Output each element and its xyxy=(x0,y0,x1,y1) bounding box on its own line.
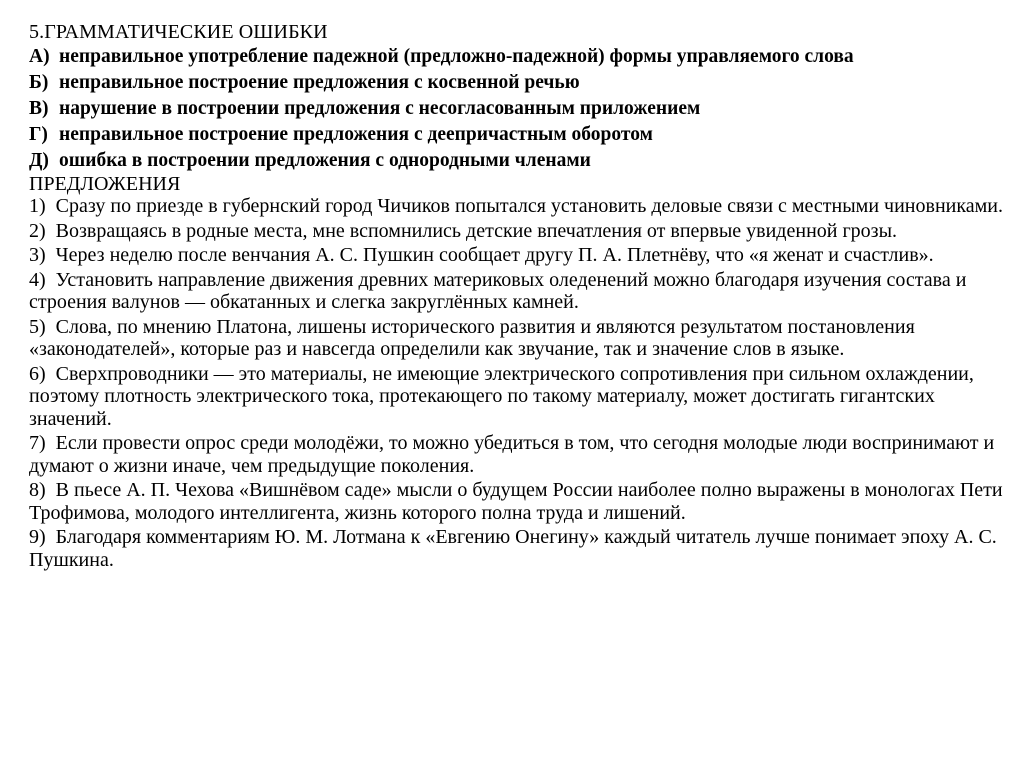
sentence-text: Возвращаясь в родные места, мне вспомнились детские впечатления от впервые увиденной грозы. xyxy=(55,219,898,242)
sentence-item xyxy=(29,316,1004,361)
sentence-item xyxy=(29,244,1004,267)
error-text: неправильное употребление падежной (предложно-падежной) формы управляемого слова xyxy=(59,46,854,67)
error-letter: А) xyxy=(29,46,50,67)
error-item xyxy=(29,45,1004,71)
sentence-item xyxy=(29,432,1004,477)
sentence-number: 2) xyxy=(29,219,46,242)
sentence-number: 1) xyxy=(29,195,46,217)
sentence-text: Слова, по мнению Платона, лишены исторического развития и являются результатом постановления «законодателей», которые раз и навсегда определили как звучание, так и значение слов в языке. xyxy=(29,315,915,360)
sentence-text: Через неделю после венчания А. С. Пушкин сообщает другу П. А. Плетнёву, что «я женат и счастлив». xyxy=(55,244,934,266)
error-text: неправильное построение предложения с деепричастным оборотом xyxy=(59,124,653,145)
sentence-text: Сверхпроводники — это материалы, не имеющие электрического сопротивления при сильном охлаждении, поэтому плотность электрического тока, протекающего по такому материалу, может достигать гигантских значений. xyxy=(29,362,974,430)
sentence-text: Благодаря комментариям Ю. М. Лотмана к «Евгению Онегину» каждый читатель лучше понимает эпоху А. С. Пушкина. xyxy=(29,526,997,571)
sentence-number: 6) xyxy=(29,362,46,385)
sentences-heading: ПРЕДЛОЖЕНИЯ xyxy=(29,173,181,195)
error-item xyxy=(29,71,1004,97)
error-list xyxy=(29,45,1004,175)
sentence-number: 4) xyxy=(29,268,46,291)
sentence-number: 9) xyxy=(29,526,46,548)
error-text: неправильное построение предложения с косвенной речью xyxy=(59,72,580,93)
error-item xyxy=(29,97,1004,123)
sentence-item xyxy=(29,220,1004,243)
error-item xyxy=(29,123,1004,149)
sentence-number: 3) xyxy=(29,244,46,266)
sentence-item xyxy=(29,479,1004,524)
sentence-item xyxy=(29,269,1004,314)
sentence-text: Если провести опрос среди молодёжи, то можно убедиться в том, что сегодня молодые люди воспринимают и думают о жизни иначе, чем предыдущие поколения. xyxy=(29,432,995,477)
error-text: нарушение в построении предложения с несогласованным приложением xyxy=(59,98,701,119)
error-letter: Г) xyxy=(29,124,48,145)
slide xyxy=(29,20,1004,573)
sentence-number: 5) xyxy=(29,315,46,338)
error-letter: Д) xyxy=(29,150,49,171)
sentence-text: Сразу по приезде в губернский город Чичиков попытался установить деловые связи с местными чиновниками. xyxy=(55,195,1004,217)
error-text: ошибка в построении предложения с однородными членами xyxy=(59,150,591,171)
sentence-number: 7) xyxy=(29,432,46,454)
sentence-text: В пьесе А. П. Чехова «Вишнёвом саде» мысли о будущем России наиболее полно выражены в монологах Пети Трофимова, молодого интеллигента, жизнь которого полна труда и лишений. xyxy=(29,479,1003,524)
sentence-text: Установить направление движения древних материковых оледенений можно благодаря изучения состава и строения валунов — обкатанных и слегка закруглённых камней. xyxy=(29,268,967,313)
sentence-number: 8) xyxy=(29,479,46,501)
sentence-list xyxy=(29,195,1004,571)
sentence-item xyxy=(29,195,1004,218)
sentence-item xyxy=(29,363,1004,431)
sentence-item xyxy=(29,526,1004,571)
error-letter: Б) xyxy=(29,72,49,93)
error-letter: В) xyxy=(29,98,49,119)
page-title: 5.ГРАММАТИЧЕСКИЕ ОШИБКИ xyxy=(29,21,328,43)
